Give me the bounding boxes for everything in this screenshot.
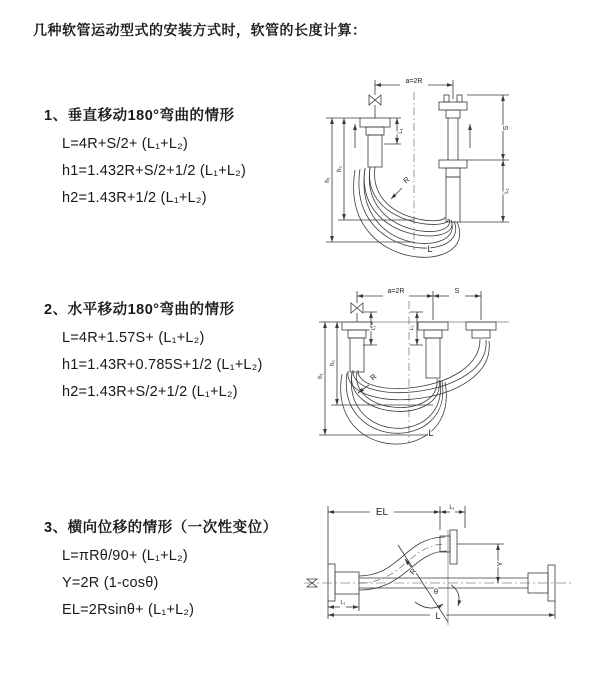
dimension-width-a2r <box>357 291 481 320</box>
dim-label-s: S <box>454 288 460 295</box>
dim-label-h2: h₂ <box>330 360 336 366</box>
formula-el: EL=2Rsinθ+ (L₁+L₂) <box>62 602 195 618</box>
dimension-s <box>460 95 509 222</box>
dim-label-l1-right: L₁ <box>504 188 510 194</box>
formula-length: L=πRθ/90+ (L₁+L₂) <box>62 548 188 564</box>
length-label: L <box>428 428 434 438</box>
dim-label-el: EL <box>375 507 389 518</box>
section-horizontal-bend <box>44 298 263 400</box>
dim-label-h1: h₁ <box>318 373 324 379</box>
radius-label: R <box>401 174 412 186</box>
length-label: L <box>435 611 441 621</box>
dim-label-s: S <box>503 125 510 131</box>
dim-label-l1-top: L₁ <box>449 505 455 511</box>
formula-length: L=4R+S/2+ (L₁+L₂) <box>62 136 188 152</box>
dim-label-h1: h₁ <box>325 177 331 183</box>
radius-leader <box>391 188 402 199</box>
section-1-heading: 1、垂直移动180°弯曲的情形 <box>44 108 235 124</box>
dim-label-y: Y <box>495 561 504 567</box>
hose-displaced-position <box>359 537 447 590</box>
flanges <box>342 322 496 338</box>
dimension-h2 <box>331 322 433 405</box>
left-flange <box>360 118 390 135</box>
formula-h1: h1=1.432R+S/2+1/2 (L₁+L₂) <box>62 163 247 179</box>
dim-label-h2: h₂ <box>337 166 343 172</box>
dim-label-l1-left: L₁ <box>340 600 346 606</box>
formula-h2: h2=1.43R+S/2+1/2 (L₁+L₂) <box>62 384 238 400</box>
section-3-heading: 3、横向位移的情形（一次性变位） <box>44 520 278 536</box>
radius-label: R <box>407 566 419 577</box>
middle-hose-braid <box>426 338 440 378</box>
left-hose-braid <box>350 338 364 372</box>
diagram-lateral-displacement <box>300 492 595 640</box>
angle-label: θ <box>433 587 439 596</box>
formula-h1: h1=1.43R+0.785S+1/2 (L₁+L₂) <box>62 357 263 373</box>
right-hose-braid <box>446 177 460 222</box>
dim-label-l1-mid: L₁ <box>409 325 415 331</box>
right-pipe-flanges <box>439 95 467 177</box>
upper-right-flange <box>440 530 457 564</box>
diagram-horizontal-180-bend <box>313 283 585 455</box>
valve-icon <box>369 95 381 118</box>
section-2-heading: 2、水平移动180°弯曲的情形 <box>44 302 235 318</box>
page-title: 几种软管运动型式的安装方式时，软管的长度计算： <box>33 22 367 38</box>
length-label: L <box>427 244 433 254</box>
left-flange <box>328 564 359 601</box>
hose-loops-position-far <box>348 339 489 400</box>
diagram-vertical-180-bend <box>318 72 585 258</box>
dim-label-a2r: a=2R <box>387 288 405 295</box>
dimension-l <box>328 601 555 619</box>
radius-label: R <box>368 371 379 383</box>
left-hose-braid <box>368 135 382 167</box>
valve-icon <box>351 303 363 322</box>
formula-length: L=4R+1.57S+ (L₁+L₂) <box>62 330 205 346</box>
formula-y: Y=2R (1-cosθ) <box>62 575 159 591</box>
section-vertical-bend <box>44 104 246 206</box>
dim-label-l1-left: L₁ <box>398 128 404 134</box>
dim-label-l1-left: L₁ <box>371 325 377 331</box>
section-lateral-displacement <box>44 516 278 618</box>
formula-h2: h2=1.43R+1/2 (L₁+L₂) <box>62 190 207 206</box>
dim-label-a2r: a=2R <box>405 78 423 85</box>
